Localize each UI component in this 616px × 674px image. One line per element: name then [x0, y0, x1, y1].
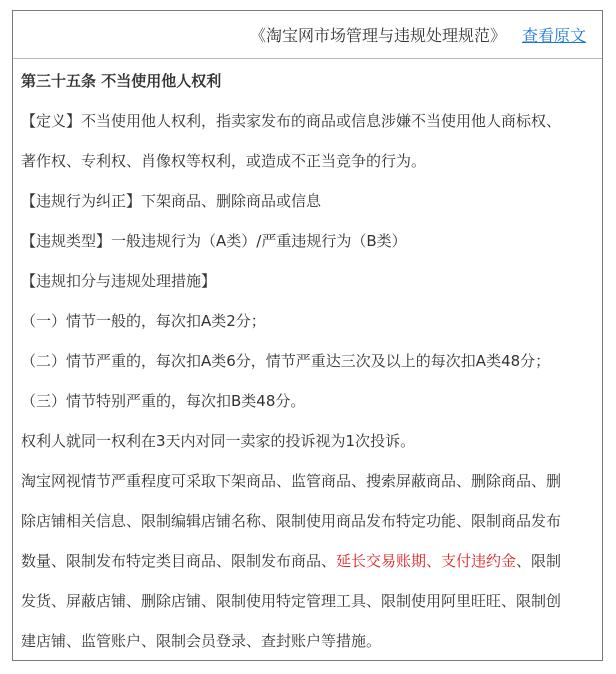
- document-header: [13, 11, 602, 59]
- action-line: 淘宝网视情节严重程度可采取下架商品、监管商品、搜索屏蔽商品、删除商品、删: [21, 472, 562, 490]
- action-text: 数量、限制发布特定类目商品、限制发布商品、: [21, 552, 337, 570]
- highlighted-penalty-text: 延长交易账期、支付违约金: [336, 552, 517, 570]
- action-line: [21, 541, 598, 581]
- view-original-link[interactable]: 查看原文: [521, 26, 586, 45]
- article-title: 第三十五条 不当使用他人权利: [21, 72, 222, 90]
- action-line: 除店铺相关信息、限制编辑店铺名称、限制使用商品发布特定功能、限制商品发布: [21, 512, 562, 530]
- action-text: 、限制: [516, 552, 562, 570]
- definition-line: 著作权、专利权、肖像权等权利，或造成不正当竞争的行为。: [21, 152, 427, 170]
- action-line: 发货、屏蔽店铺、删除店铺、限制使用特定管理工具、限制使用阿里旺旺、限制创: [21, 592, 562, 610]
- definition-line: 【定义】不当使用他人权利，指卖家发布的商品或信息涉嫌不当使用他人商标权、: [21, 112, 562, 130]
- violation-type-line: 【违规类型】一般违规行为（A类）/严重违规行为（B类）: [21, 232, 407, 250]
- measure-item: （二）情节严重的，每次扣A类6分，情节严重达三次及以上的每次扣A类48分；: [21, 352, 551, 370]
- measures-heading: 【违规扣分与违规处理措施】: [21, 272, 217, 290]
- document-frame: [12, 10, 603, 661]
- document-title: 《淘宝网市场管理与违规处理规范》: [249, 26, 506, 45]
- article-content: [21, 61, 598, 661]
- action-line: 建店铺、监管账户、限制会员登录、查封账户等措施。: [21, 632, 382, 650]
- correction-line: 【违规行为纠正】下架商品、删除商品或信息: [21, 192, 322, 210]
- complaint-note: 权利人就同一权利在3天内对同一卖家的投诉视为1次投诉。: [21, 432, 416, 450]
- measure-item: （三）情节特别严重的，每次扣B类48分。: [21, 392, 306, 410]
- measure-item: （一）情节一般的，每次扣A类2分；: [21, 312, 266, 330]
